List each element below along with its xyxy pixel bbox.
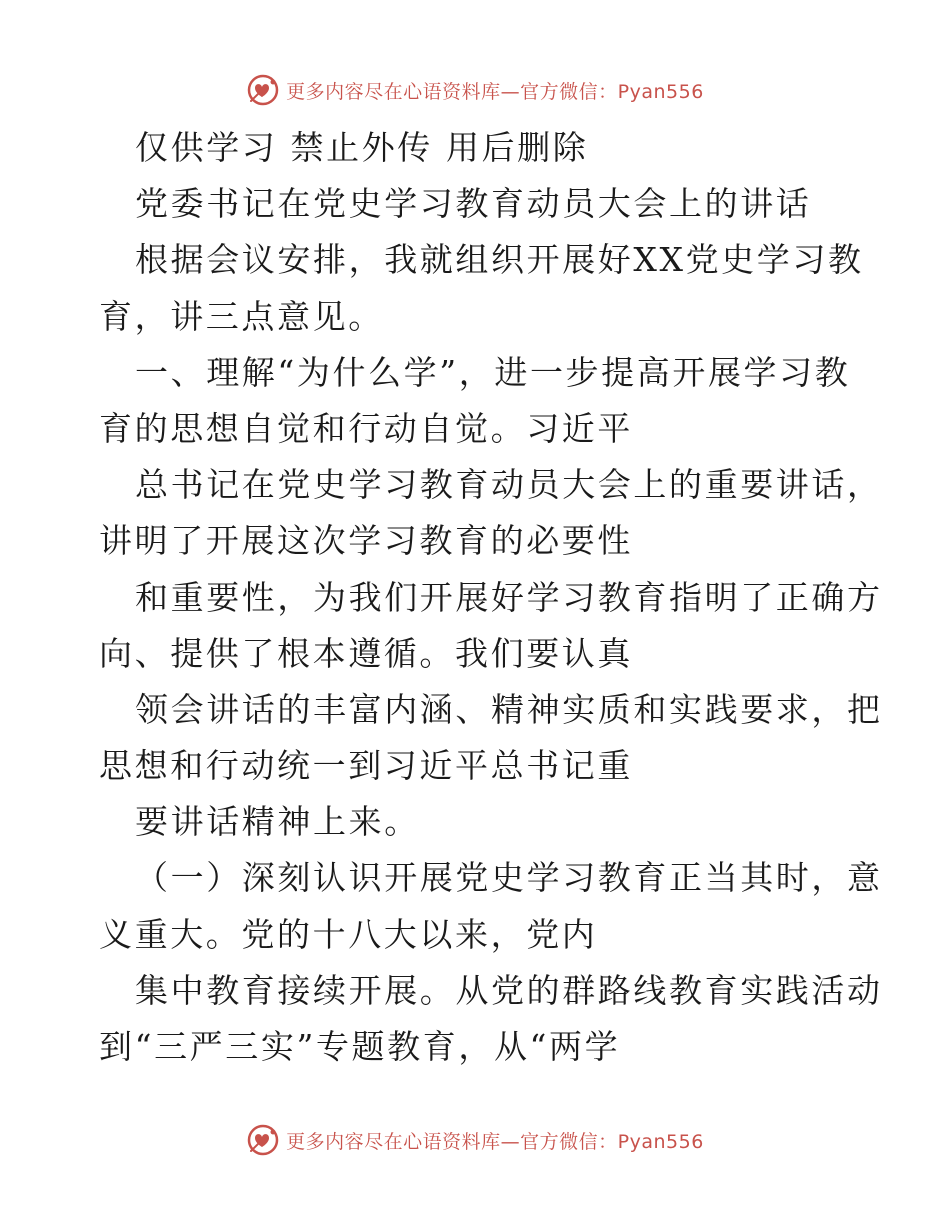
text-line: 仅供学习 禁止外传 用后删除 (135, 128, 589, 167)
text-line: 讲明了开展这次学习教育的必要性 (99, 521, 633, 561)
document-body (99, 120, 883, 1075)
text-line: 育的思想自觉和行动自觉。习近平 (99, 408, 633, 448)
text-line: 领会讲话的丰富内涵、精神实质和实践要求，把 (135, 689, 883, 729)
text-line: 到“三严三实”专题教育，从“两学 (99, 1027, 621, 1066)
watermark-header (0, 70, 950, 110)
heart-pen-logo-icon (246, 73, 280, 107)
text-line: 党委书记在党史学习教育动员大会上的讲话 (135, 184, 812, 224)
text-line: 集中教育接续开展。从党的群路线教育实践活动 (135, 970, 883, 1010)
text-line: 要讲话精神上来。 (135, 802, 420, 842)
text-line: 向、提供了根本遵循。我们要认真 (99, 633, 633, 673)
text-line: 根据会议安排，我就组织开展好XX党史学习教 (135, 240, 864, 280)
text-line: 一、理解“为什么学”，进一步提高开展学习教 (135, 352, 851, 392)
text-line: 育，讲三点意见。 (99, 296, 384, 336)
heart-pen-logo-icon (246, 1123, 280, 1157)
text-line: 总书记在党史学习教育动员大会上的重要讲话， (135, 465, 883, 505)
text-line: 义重大。党的十八大以来，党内 (99, 914, 598, 954)
watermark-text: 更多内容尽在心语资料库—官方微信：Pyan556 (286, 80, 704, 103)
text-line: 思想和行动统一到习近平总书记重 (99, 746, 633, 786)
text-line: 和重要性，为我们开展好学习教育指明了正确方 (135, 577, 883, 617)
watermark-footer (0, 1120, 950, 1160)
text-line: （一）深刻认识开展党史学习教育正当其时，意 (135, 858, 883, 898)
watermark-text: 更多内容尽在心语资料库—官方微信：Pyan556 (286, 1130, 704, 1153)
